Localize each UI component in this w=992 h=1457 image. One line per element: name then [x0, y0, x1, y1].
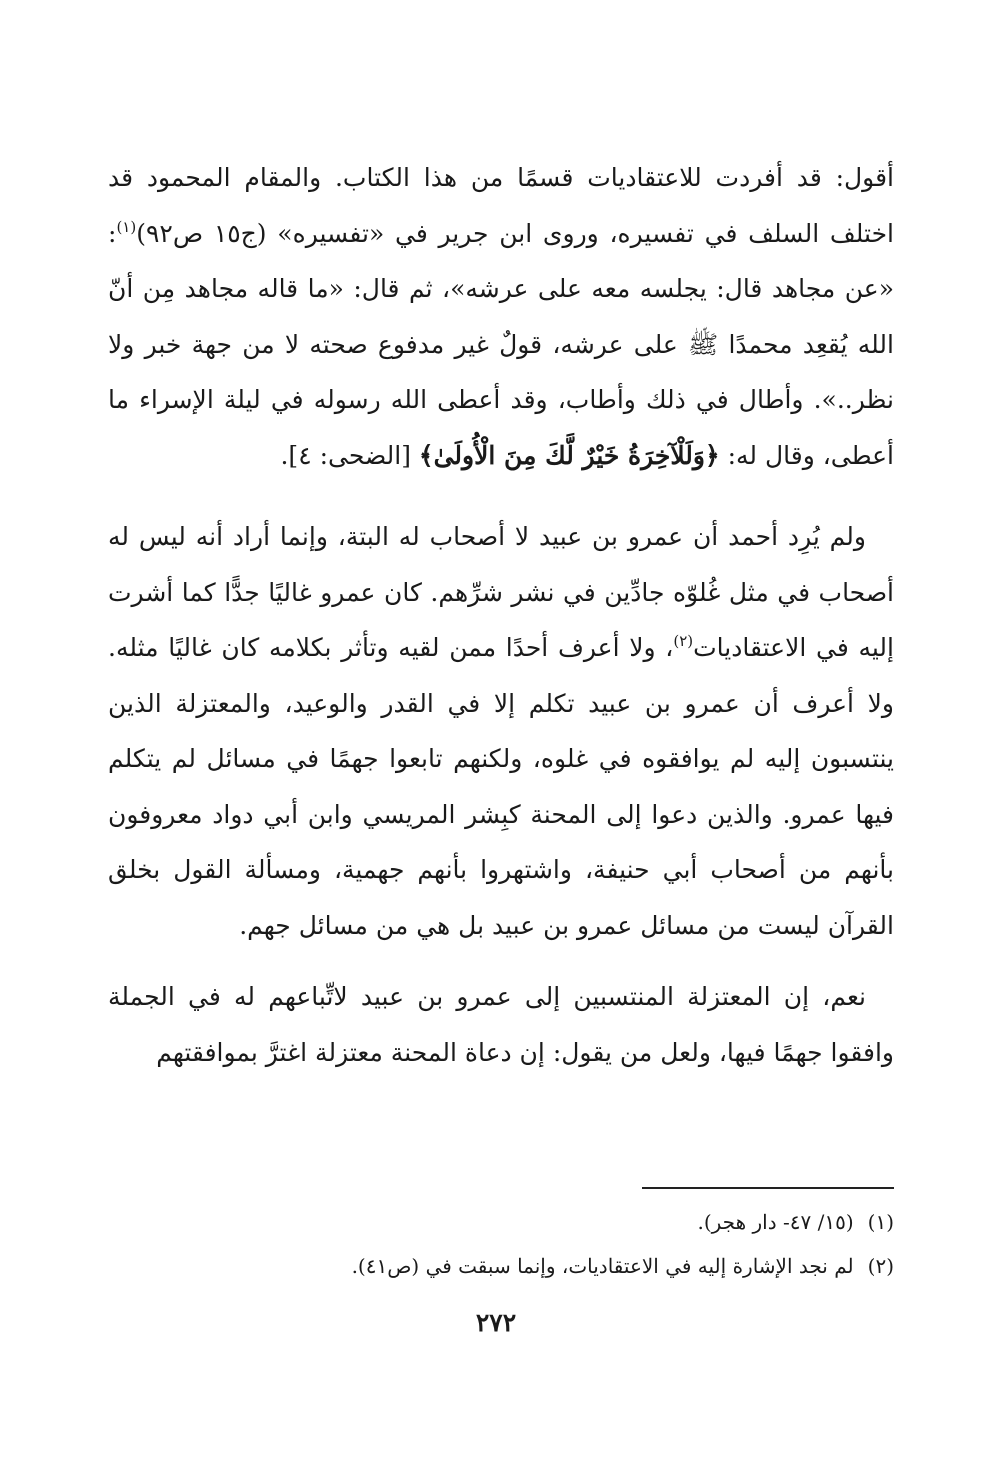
paragraph-1-text-a: أقول: قد أفردت للاعتقاديات قسمًا من هذا الكتاب. والمقام المحمود قد اختلف السلف في تفسيره، وروى ابن جرير في «تفسيره» (ج١٥ ص٩٢): [108, 163, 894, 248]
footnote-marker-2: (٢): [673, 632, 694, 650]
footnote-marker-1: (١): [116, 217, 137, 236]
footnote-2-number: (٢): [867, 1254, 894, 1278]
quran-verse: ﴿وَلَلْآخِرَةُ خَيْرٌ لَّكَ مِنَ الْأُولَىٰ﴾: [418, 440, 720, 470]
main-text: [108, 150, 894, 1080]
paragraph-1-text-b: : «عن مجاهد قال: يجلسه معه على عرشه»، ثم قال: «ما قاله مجاهد مِن أنّ الله يُقعِد محمدًا ﷺ على عرشه، قولٌ غير مدفوع صحته لا من جهة خبر ولا نظر..». وأطال في ذلك وأطاب، وقد أعطى الله رسوله في ليلة الإسراء ما أعطى، وقال له:: [108, 218, 894, 470]
paragraph-3: [108, 969, 894, 1080]
paragraph-2-text-b: ، ولا أعرف أحدًا ممن لقيه وتأثر بكلامه كان غاليًا مثله. ولا أعرف أن عمرو بن عبيد تكلم إلا في القدر والوعيد، والمعتزلة الذين ينتسبون إليه لم يوافقوه في غلوه، ولكنهم تابعوا جهمًا في مسائل لم يتكلم فيها عمرو. والذين دعوا إلى المحنة كبِشر المريسي وابن أبي دواد معروفون بأنهم من أصحاب أبي حنيفة، واشتهروا بأنهم جهمية، ومسألة القول بخلق القرآن ليست من مسائل عمرو بن عبيد بل هي من مسائل جهم.: [108, 633, 894, 940]
footnote-2-text: لم نجد الإشارة إليه في الاعتقاديات، وإنما سبقت في (ص٤١).: [351, 1254, 854, 1278]
footnote-1: [114, 1200, 894, 1244]
footnote-divider: [642, 1187, 894, 1189]
footnote-1-number: (١): [867, 1210, 894, 1234]
footnote-2: [114, 1244, 894, 1288]
paragraph-3-text: نعم، إن المعتزلة المنتسبين إلى عمرو بن عبيد لاتِّباعهم له في الجملة وافقوا جهمًا فيها، ولعل من يقول: إن دعاة المحنة معتزلة اغترَّ بموافقتهم: [108, 982, 894, 1067]
footnotes: [114, 1200, 894, 1288]
page-number: ٢٧٢: [475, 1308, 517, 1337]
paragraph-2-text-a: ولم يُرِد أحمد أن عمرو بن عبيد لا أصحاب له البتة، وإنما أراد أنه ليس له أصحاب في مثل غُلوّه جادِّين في نشر شرِّهم. كان عمرو غاليًا جدًّا كما أشرت إليه في الاعتقاديات: [108, 522, 894, 662]
verse-reference: [الضحى: ٤].: [280, 440, 419, 470]
footnote-1-text: (١٥/ ٤٧- دار هجر).: [697, 1210, 854, 1234]
paragraph-2: [108, 509, 894, 953]
paragraph-1: [108, 150, 894, 483]
